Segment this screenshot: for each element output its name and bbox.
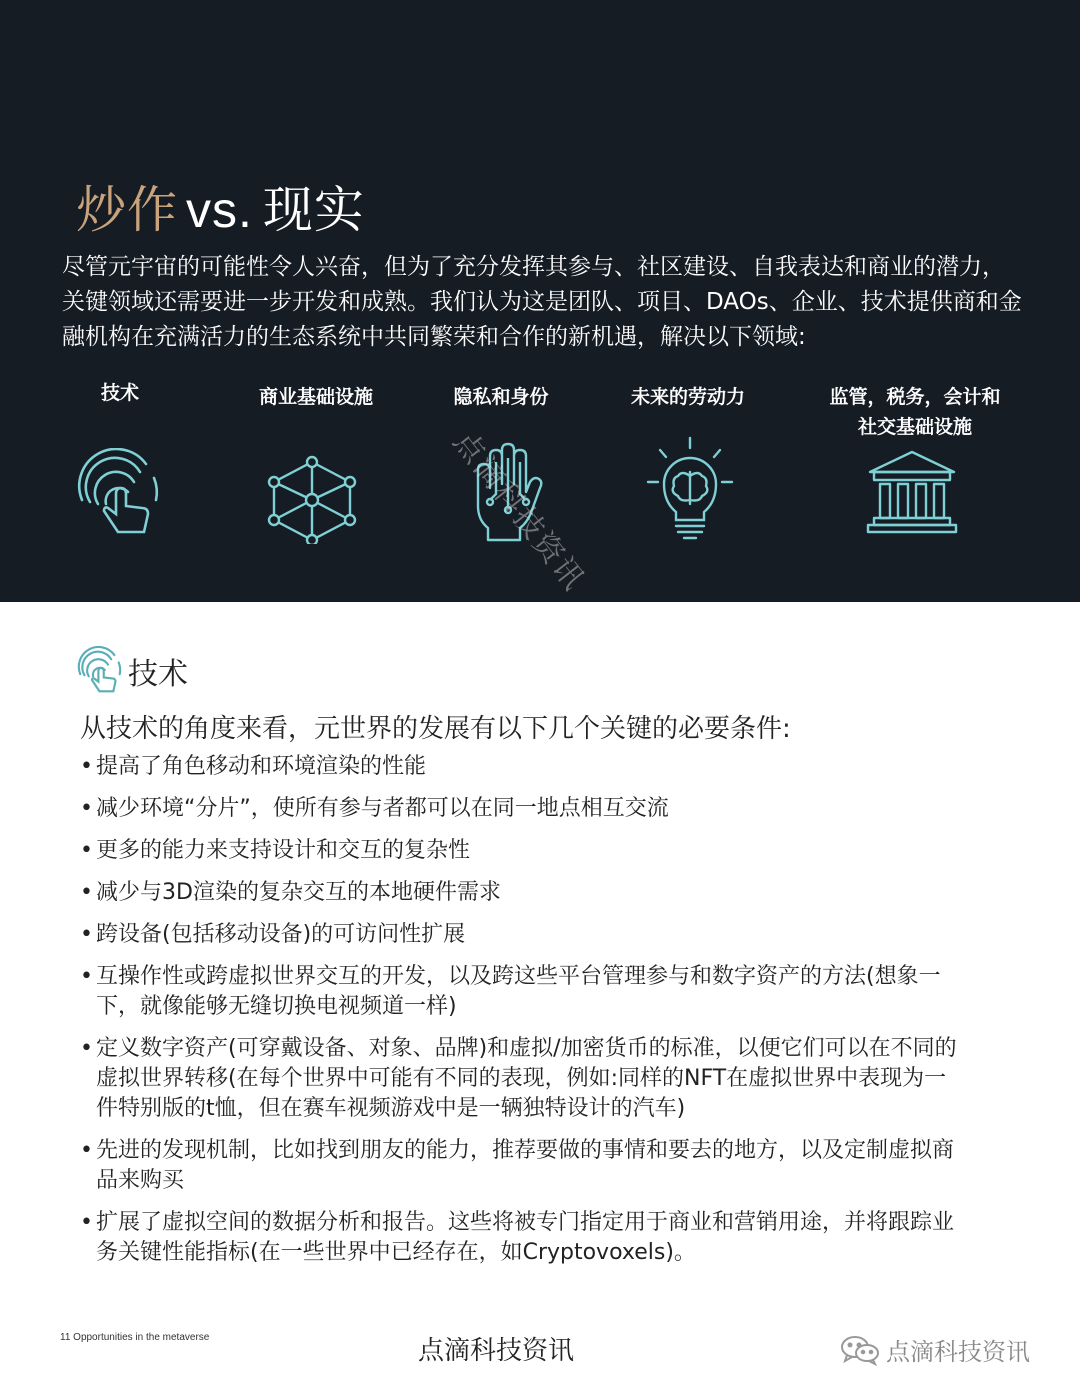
bullet-symbol: • <box>80 1036 93 1061</box>
list-item <box>80 836 960 866</box>
area-label: 商业基础设施 <box>258 386 373 408</box>
title-vs: vs. <box>186 182 253 238</box>
footer-brand <box>840 1332 1030 1367</box>
list-item-text: 更多的能力来支持设计和交互的复杂性 <box>96 838 471 863</box>
list-item <box>80 1034 960 1124</box>
title-hype: 炒作 <box>76 181 178 239</box>
watermark: 点滴科技资讯 <box>446 424 592 598</box>
list-item <box>80 1208 960 1268</box>
area-regulation-tax-accounting <box>810 382 1020 552</box>
bullet-symbol: • <box>80 796 93 821</box>
area-label: 未来的劳动力 <box>630 386 745 408</box>
brand-name: 点滴科技资讯 <box>886 1338 1030 1366</box>
bullet-symbol: • <box>80 838 93 863</box>
list-item <box>80 1136 960 1196</box>
area-business-infrastructure <box>246 382 386 552</box>
area-label-line2: 社交基础设施 <box>857 416 972 438</box>
list-item <box>80 794 960 824</box>
bullet-symbol: • <box>80 922 93 947</box>
list-item <box>80 878 960 908</box>
area-future-workforce <box>618 382 758 552</box>
section-heading <box>76 646 188 696</box>
fingerprint-touch-icon <box>74 448 164 540</box>
fingerprint-touch-icon <box>76 646 124 696</box>
wechat-icon <box>840 1334 880 1366</box>
page-footer-label: 11 Opportunities in the metaverse <box>60 1332 210 1343</box>
area-label-line1: 监管，税务，会计和 <box>829 386 1001 408</box>
list-item-text: 扩展了虚拟空间的数据分析和报告。这些将被专门指定用于商业和营销用途，并将跟踪业务关键性能指标(在一些世界中已经存在，如Cryptovoxels)。 <box>96 1210 955 1265</box>
bullet-symbol: • <box>80 754 93 779</box>
bullet-symbol: • <box>80 964 93 989</box>
list-item <box>80 920 960 950</box>
list-item-text: 提高了角色移动和环境渲染的性能 <box>96 754 427 779</box>
government-building-icon <box>866 450 958 534</box>
list-item-text: 减少环境“分片”，使所有参与者都可以在同一地点相互交流 <box>96 796 669 821</box>
list-item-text: 先进的发现机制，比如找到朋友的能力，推荐要做的事情和要去的地方，以及定制虚拟商品来购买 <box>96 1138 955 1193</box>
list-item-text: 跨设备(包括移动设备)的可访问性扩展 <box>96 922 466 947</box>
area-technology <box>60 378 180 548</box>
section-lead: 从技术的角度来看，元世界的发展有以下几个关键的必要条件: <box>80 714 791 744</box>
bullet-symbol: • <box>80 880 93 905</box>
list-item-text: 互操作性或跨虚拟世界交互的开发，以及跨这些平台管理参与和数字资产的方法(想象一下，就像能够无缝切换电视频道一样) <box>96 964 941 1019</box>
lightbulb-brain-icon <box>646 436 734 544</box>
section-title: 技术 <box>128 657 188 692</box>
list-item-text: 减少与3D渲染的复杂交互的本地硬件需求 <box>96 880 501 905</box>
network-cube-icon <box>264 454 360 544</box>
requirements-list <box>80 752 960 1280</box>
area-label: 技术 <box>100 382 139 404</box>
title-reality: 现实 <box>262 181 365 239</box>
area-label: 隐私和身份 <box>453 386 549 408</box>
list-item <box>80 962 960 1022</box>
list-item-text: 定义数字资产(可穿戴设备、对象、品牌)和虚拟/加密货币的标准，以便它们可以在不同的虚拟世界转移(在每个世界中可能有不同的表现，例如:同样的NFT在虚拟世界中表现为一件特别版的t恤，但在赛车视频游戏中是一辆独特设计的汽车) <box>96 1036 957 1121</box>
bullet-symbol: • <box>80 1138 93 1163</box>
footer-center-text: 点滴科技资讯 <box>418 1336 575 1366</box>
list-item <box>80 752 960 782</box>
bullet-symbol: • <box>80 1210 93 1235</box>
page-title <box>76 170 365 242</box>
intro-paragraph: 尽管元宇宙的可能性令人兴奋，但为了充分发挥其参与、社区建设、自我表达和商业的潜力，关键领域还需要进一步开发和成熟。我们认为这是团队、项目、DAOs、企业、技术提供商和金融机构在充满活力的生态系统中共同繁荣和合作的新机遇，解决以下领域: <box>62 254 1022 350</box>
